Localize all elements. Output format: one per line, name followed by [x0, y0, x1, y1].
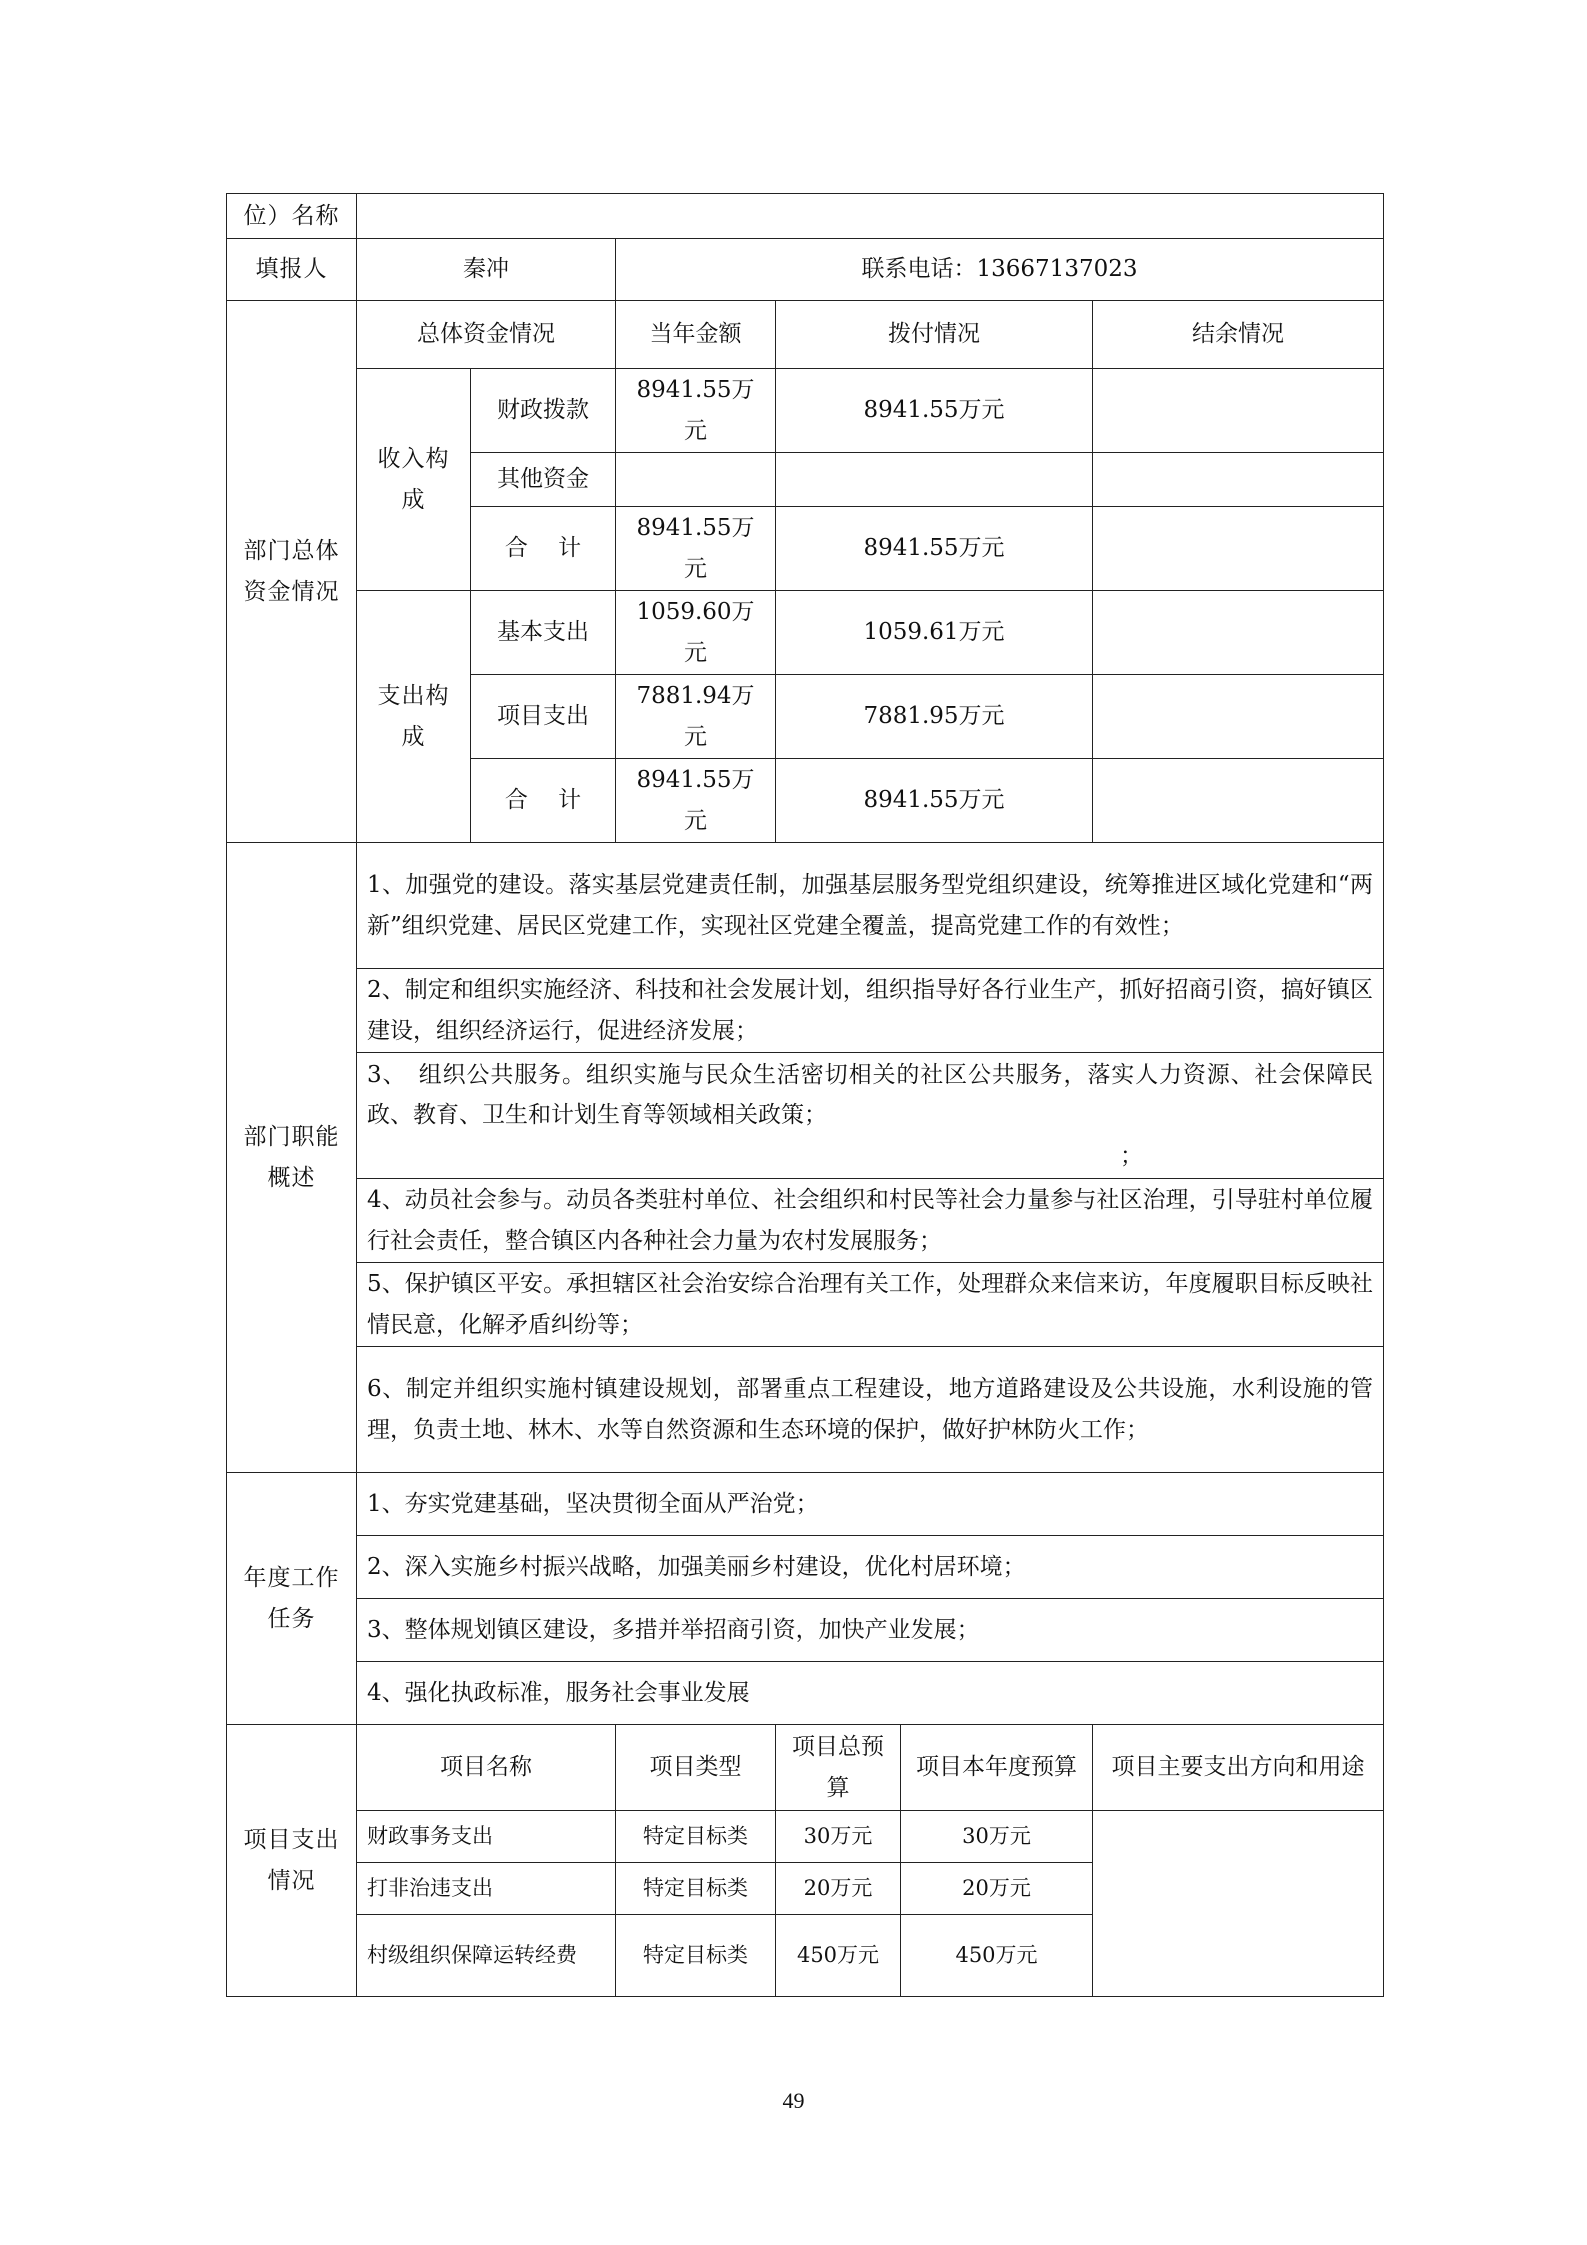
income-balance [1093, 507, 1384, 591]
expense-balance [1093, 675, 1384, 759]
function-item [357, 1053, 1384, 1179]
project-name: 财政事务支出 [357, 1811, 616, 1863]
function-item: 5、保护镇区平安。承担辖区社会治安综合治理有关工作，处理群众来信来访，年度履职目标反映社情民意，化解矛盾纠纷等； [357, 1263, 1384, 1347]
income-amount: 8941.55万元 [616, 507, 776, 591]
projects-label: 项目支出情况 [227, 1725, 357, 1997]
project-total: 450万元 [776, 1915, 901, 1997]
phone-number: 联系电话：13667137023 [616, 239, 1384, 301]
function-item: 4、动员社会参与。动员各类驻村单位、社会组织和村民等社会力量参与社区治理，引导驻村单位履行社会责任，整合镇区内各种社会力量为农村发展服务； [357, 1179, 1384, 1263]
income-balance [1093, 369, 1384, 453]
expense-label: 支出构成 [357, 591, 471, 843]
col-year-amount: 当年金额 [616, 301, 776, 369]
income-allocation [776, 453, 1093, 507]
col-balance: 结余情况 [1093, 301, 1384, 369]
col-project-total: 项目总预算 [776, 1725, 901, 1811]
income-amount [616, 453, 776, 507]
income-allocation: 8941.55万元 [776, 507, 1093, 591]
expense-balance [1093, 591, 1384, 675]
annual-task-item: 4、强化执政标准，服务社会事业发展 [357, 1662, 1384, 1725]
page-number: 49 [782, 2088, 805, 2113]
project-annual: 20万元 [901, 1863, 1093, 1915]
project-type: 特定目标类 [616, 1863, 776, 1915]
annual-task-item: 1、夯实党建基础，坚决贯彻全面从严治党； [357, 1473, 1384, 1536]
unit-name-label: 位）名称 [227, 194, 357, 239]
function-item: 2、制定和组织实施经济、科技和社会发展计划，组织指导好各行业生产，抓好招商引资，搞好镇区建设，组织经济运行，促进经济发展； [357, 969, 1384, 1053]
col-project-type: 项目类型 [616, 1725, 776, 1811]
annual-task-item: 2、深入实施乡村振兴战略，加强美丽乡村建设，优化村居环境； [357, 1536, 1384, 1599]
income-balance [1093, 453, 1384, 507]
expense-amount: 7881.94万元 [616, 675, 776, 759]
reporter-value: 秦冲 [357, 239, 616, 301]
income-amount: 8941.55万元 [616, 369, 776, 453]
function-item-text: 3、 组织公共服务。组织实施与民众生活密切相关的社区公共服务，落实人力资源、社会保障民政、教育、卫生和计划生育等领域相关政策； [367, 1062, 1373, 1129]
income-allocation: 8941.55万元 [776, 369, 1093, 453]
functions-label: 部门职能概述 [227, 843, 357, 1473]
project-type: 特定目标类 [616, 1811, 776, 1863]
expense-row [227, 591, 1384, 675]
expense-balance [1093, 759, 1384, 843]
expense-allocation: 8941.55万元 [776, 759, 1093, 843]
col-overall-funds: 总体资金情况 [357, 301, 616, 369]
project-annual: 30万元 [901, 1811, 1093, 1863]
project-name: 村级组织保障运转经费 [357, 1915, 616, 1997]
expense-item: 合 计 [471, 759, 616, 843]
reporter-label: 填报人 [227, 239, 357, 301]
funds-section-label: 部门总体资金情况 [227, 301, 357, 843]
expense-item: 基本支出 [471, 591, 616, 675]
project-type: 特定目标类 [616, 1915, 776, 1997]
unit-name-value [357, 194, 1384, 239]
col-project-direction: 项目主要支出方向和用途 [1093, 1725, 1384, 1811]
project-row [227, 1811, 1384, 1863]
col-allocation: 拨付情况 [776, 301, 1093, 369]
col-project-annual: 项目本年度预算 [901, 1725, 1093, 1811]
income-item: 其他资金 [471, 453, 616, 507]
budget-table [226, 193, 1384, 1997]
stray-semicolon: ； [1120, 1142, 1143, 1169]
project-total: 20万元 [776, 1863, 901, 1915]
function-item: 6、制定并组织实施村镇建设规划，部署重点工程建设，地方道路建设及公共设施，水利设施的管理，负责土地、林木、水等自然资源和生态环境的保护，做好护林防火工作； [357, 1347, 1384, 1473]
function-item: 1、加强党的建设。落实基层党建责任制，加强基层服务型党组织建设，统筹推进区域化党建和“两新”组织党建、居民区党建工作，实现社区党建全覆盖，提高党建工作的有效性； [357, 843, 1384, 969]
income-item: 财政拨款 [471, 369, 616, 453]
expense-allocation: 1059.61万元 [776, 591, 1093, 675]
annual-task-item: 3、整体规划镇区建设，多措并举招商引资，加快产业发展； [357, 1599, 1384, 1662]
expense-amount: 1059.60万元 [616, 591, 776, 675]
expense-item: 项目支出 [471, 675, 616, 759]
col-project-name: 项目名称 [357, 1725, 616, 1811]
project-total: 30万元 [776, 1811, 901, 1863]
expense-amount: 8941.55万元 [616, 759, 776, 843]
project-name: 打非治违支出 [357, 1863, 616, 1915]
project-annual: 450万元 [901, 1915, 1093, 1997]
income-item: 合 计 [471, 507, 616, 591]
expense-allocation: 7881.95万元 [776, 675, 1093, 759]
annual-tasks-label: 年度工作任务 [227, 1473, 357, 1725]
income-row [227, 369, 1384, 453]
project-direction [1093, 1811, 1384, 1997]
income-label: 收入构成 [357, 369, 471, 591]
